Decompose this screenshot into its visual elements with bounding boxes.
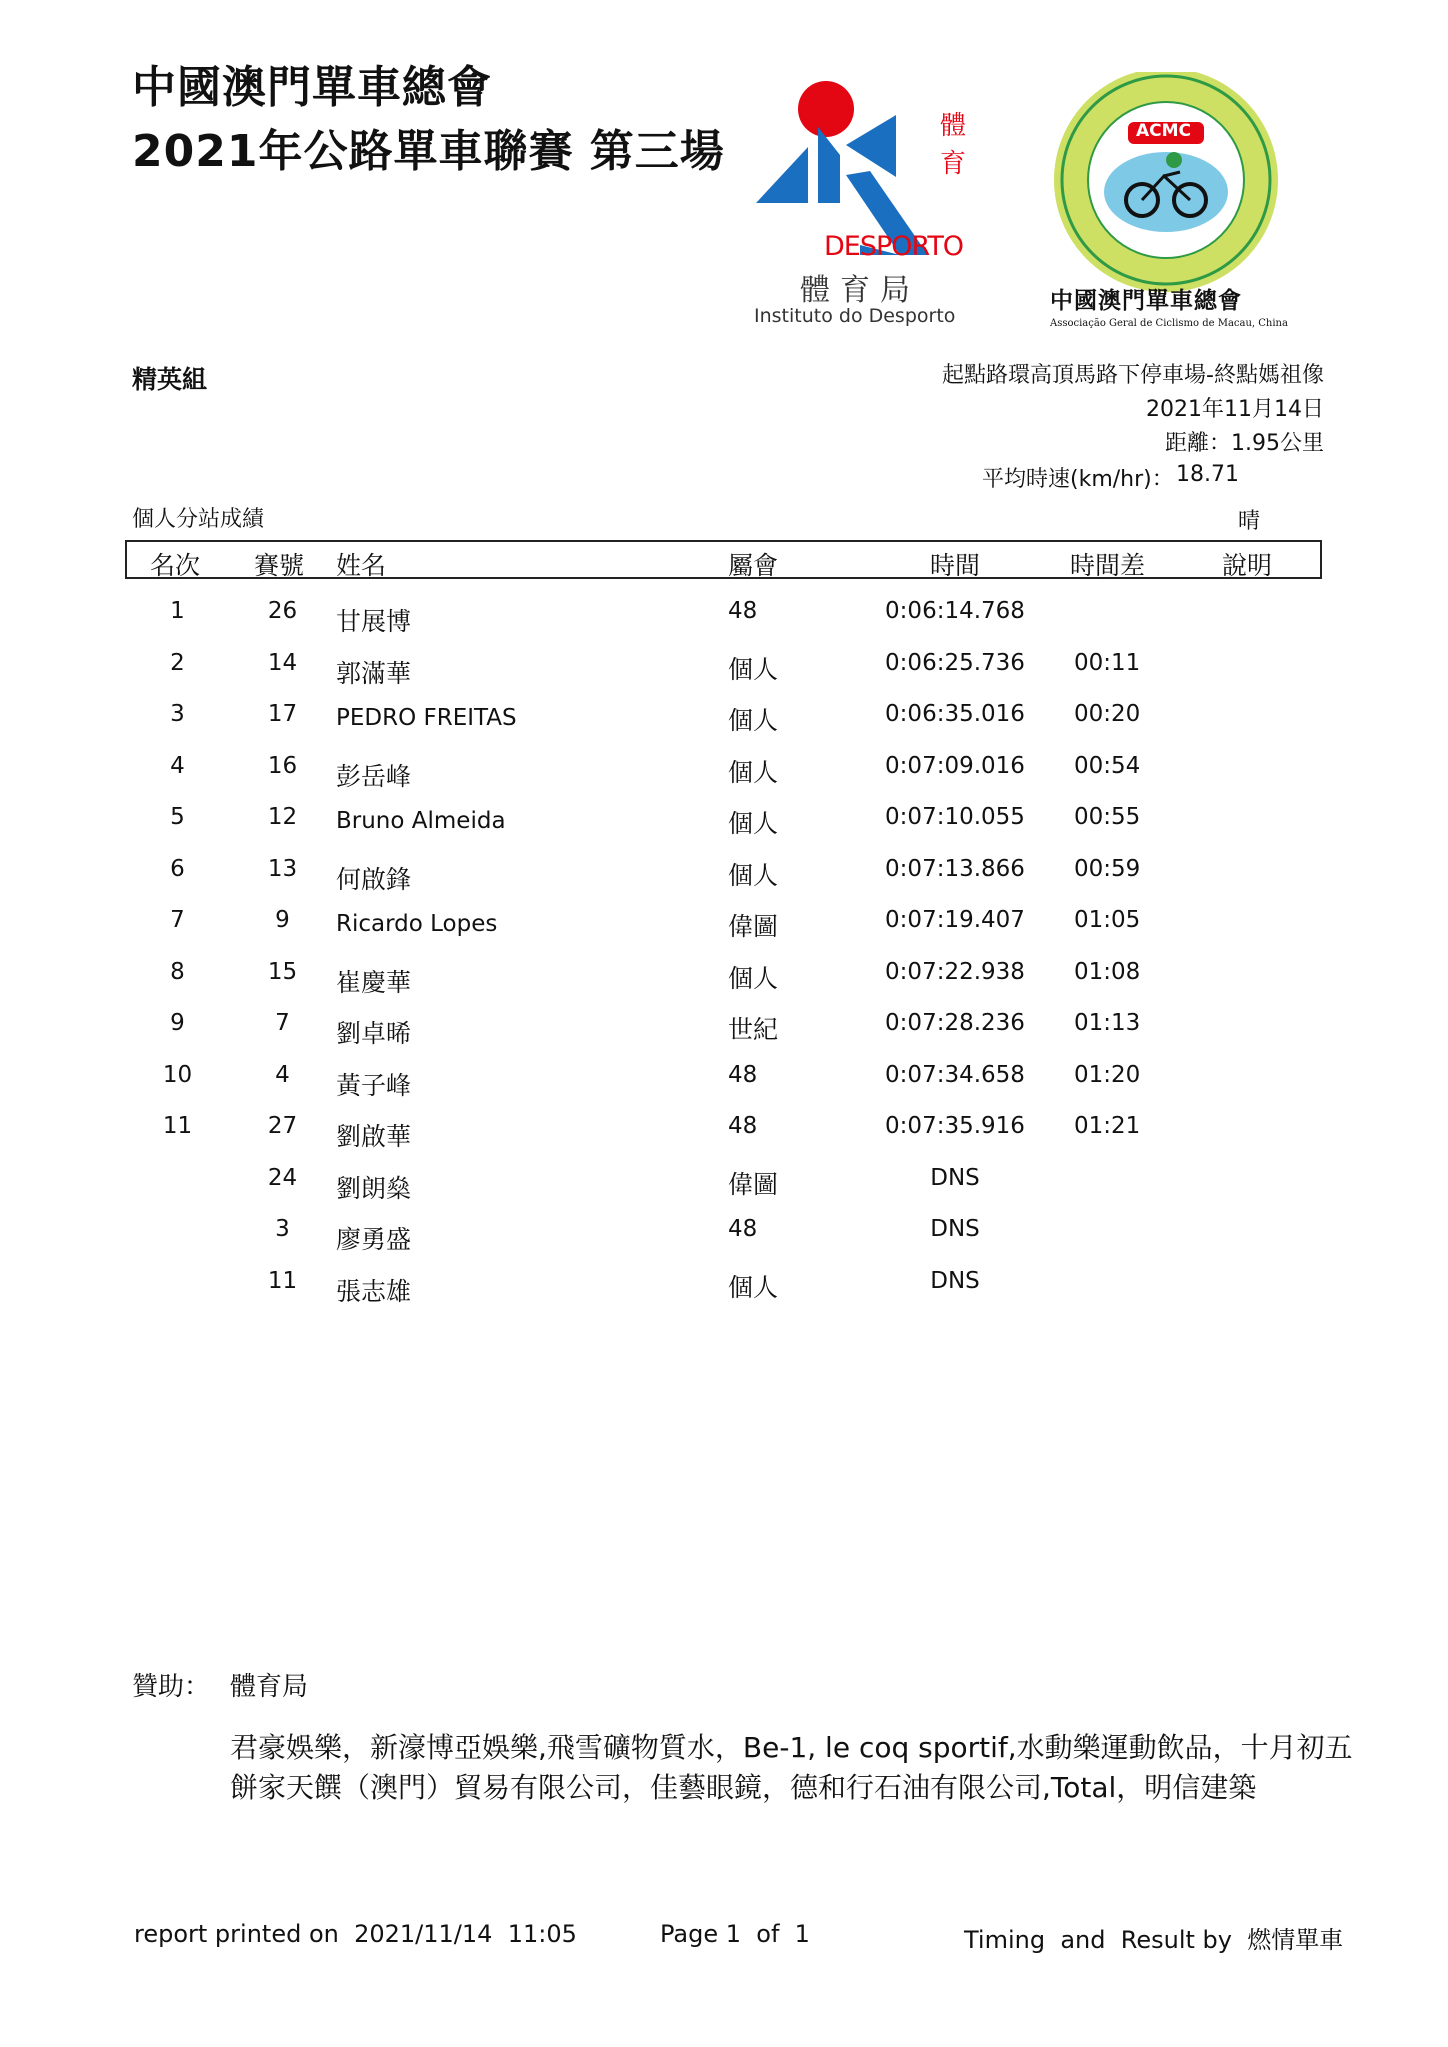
bib-cell: 24: [267, 1164, 298, 1191]
col-bib: 賽號: [254, 551, 305, 580]
acmc-name-pt: Associação Geral de Ciclismo de Macau, China: [1050, 318, 1288, 329]
printed-on: report printed on 2021/11/14 11:05: [134, 1920, 577, 1948]
rider-name-cell: 廖勇盛: [336, 1225, 412, 1254]
club-cell: 48: [728, 598, 758, 624]
bib-cell: 16: [267, 752, 298, 779]
rank-cell: 9: [170, 1010, 185, 1036]
club-cell: 48: [728, 1216, 758, 1242]
avg-speed-value: 18.71: [1176, 462, 1239, 487]
avg-speed-label: 平均時速(km/hr)：: [982, 467, 1174, 492]
rider-name-cell: 崔慶華: [336, 967, 412, 997]
rank-cell: 11: [162, 1113, 193, 1139]
time-cell: 0:06:14.768: [885, 598, 1025, 624]
bib-cell: 14: [267, 649, 298, 676]
section-label: 個人分站成績: [132, 507, 265, 532]
rider-name-cell: Ricardo Lopes: [336, 911, 498, 937]
time-cell: 0:07:10.055: [885, 804, 1025, 830]
rank-cell: 8: [170, 958, 185, 985]
club-cell: 個人: [728, 860, 779, 890]
bib-cell: 9: [275, 907, 290, 933]
acmc-name-zh: 中國澳門單車總會: [1050, 287, 1242, 314]
route-label: 起點路環高頂馬路下停車場-終點媽祖像: [942, 363, 1324, 388]
desporto-side-char-2: 育: [940, 149, 967, 179]
club-cell: 個人: [728, 963, 779, 993]
page-number: Page 1 of 1: [660, 1920, 810, 1948]
bib-cell: 3: [275, 1216, 290, 1242]
sponsor-main: 體育局: [230, 1672, 309, 1702]
rider-name-cell: 彭岳峰: [336, 761, 412, 791]
distance-label: 距離：1.95公里: [1165, 431, 1324, 456]
gap-cell: 01:08: [1074, 958, 1141, 985]
club-cell: 個人: [728, 809, 779, 838]
rider-name-cell: 劉啟華: [336, 1122, 412, 1151]
time-cell: DNS: [930, 1267, 980, 1294]
rank-cell: 10: [162, 1061, 193, 1088]
rider-name-cell: 郭滿華: [336, 658, 412, 688]
time-cell: 0:07:13.866: [885, 855, 1025, 882]
time-cell: 0:06:35.016: [885, 701, 1025, 727]
bib-cell: 4: [275, 1061, 290, 1088]
bib-cell: 17: [267, 701, 298, 727]
rider-name-cell: 甘展博: [336, 607, 412, 636]
bib-cell: 27: [267, 1113, 298, 1139]
time-cell: 0:07:28.236: [885, 1010, 1025, 1036]
club-cell: 偉圖: [728, 912, 779, 941]
gap-cell: 00:55: [1074, 804, 1141, 830]
time-cell: 0:07:09.016: [885, 752, 1025, 779]
col-note: 說明: [1222, 551, 1273, 580]
time-cell: 0:07:22.938: [885, 958, 1025, 985]
sponsor-line-1: 君豪娛樂，新濠博亞娛樂,飛雪礦物質水，Be-1, le coq sportif,水動樂運動飲品，十月初五: [230, 1731, 1353, 1764]
gap-cell: 00:54: [1074, 752, 1141, 779]
bib-cell: 26: [267, 598, 298, 624]
rider-name-cell: 何啟鋒: [336, 864, 412, 894]
rank-cell: 6: [170, 855, 185, 882]
acmc-abbr: ACMC: [1136, 121, 1192, 141]
time-cell: 0:07:35.916: [885, 1113, 1025, 1139]
time-cell: DNS: [930, 1216, 980, 1242]
rank-cell: 1: [170, 598, 185, 624]
time-cell: 0:07:34.658: [885, 1061, 1025, 1088]
col-club: 屬會: [728, 551, 779, 580]
rank-cell: 2: [170, 649, 185, 676]
col-gap: 時間差: [1070, 551, 1146, 580]
col-rank: 名次: [150, 551, 201, 580]
sponsor-line-2: 餅家天饌（澳門）貿易有限公司，佳藝眼鏡，德和行石油有限公司,Total，明信建築: [230, 1771, 1257, 1804]
rider-name-cell: 劉卓晞: [336, 1019, 412, 1048]
col-time: 時間: [930, 551, 981, 580]
club-cell: 48: [728, 1061, 758, 1088]
gap-cell: 00:11: [1074, 649, 1141, 676]
gap-cell: 01:05: [1074, 907, 1141, 933]
desporto-brand: DESPORTO: [824, 231, 964, 262]
club-cell: 48: [728, 1113, 758, 1139]
club-cell: 個人: [728, 706, 779, 735]
desporto-name-pt: Instituto do Desporto: [754, 305, 956, 327]
rank-cell: 3: [170, 701, 185, 727]
club-cell: 世紀: [728, 1015, 779, 1044]
acmc-emblem-icon: [1040, 72, 1290, 302]
club-cell: 個人: [728, 654, 779, 684]
weather-label: 晴: [1238, 509, 1261, 534]
gap-cell: 00:59: [1074, 855, 1141, 882]
bib-cell: 13: [267, 855, 298, 882]
gap-cell: 01:21: [1074, 1113, 1141, 1139]
club-cell: 個人: [728, 1272, 779, 1302]
timing-credit: Timing and Result by 燃情單車: [964, 1926, 1344, 1954]
sponsor-label: 贊助：: [132, 1672, 211, 1702]
time-cell: 0:07:19.407: [885, 907, 1025, 933]
gap-cell: 01:20: [1074, 1061, 1141, 1088]
col-name: 姓名: [336, 551, 387, 580]
bib-cell: 7: [275, 1010, 290, 1036]
event-title: 2021年公路單車聯賽 第三場: [132, 126, 725, 177]
gap-cell: 00:20: [1074, 701, 1141, 727]
rank-cell: 4: [170, 752, 185, 779]
time-cell: 0:06:25.736: [885, 649, 1025, 676]
rider-name-cell: 黃子峰: [336, 1070, 412, 1100]
gap-cell: 01:13: [1074, 1010, 1141, 1036]
acmc-logo: [1040, 72, 1290, 342]
bib-cell: 12: [267, 804, 298, 830]
club-cell: 個人: [728, 757, 779, 787]
rider-name-cell: Bruno Almeida: [336, 808, 506, 834]
bib-cell: 15: [267, 958, 298, 985]
rank-cell: 7: [170, 907, 185, 933]
rider-name-cell: 張志雄: [336, 1276, 412, 1306]
category-label: 精英組: [132, 365, 208, 394]
rider-name-cell: PEDRO FREITAS: [336, 705, 517, 731]
bib-cell: 11: [267, 1267, 298, 1294]
rank-cell: 5: [170, 804, 185, 830]
desporto-logo: [750, 75, 990, 335]
club-cell: 偉圖: [728, 1169, 779, 1199]
desporto-name-zh: 體育局: [800, 273, 920, 308]
desporto-side-char-1: 體: [940, 111, 967, 141]
date-label: 2021年11月14日: [1146, 397, 1324, 422]
time-cell: DNS: [930, 1164, 980, 1191]
org-title: 中國澳門單車總會: [132, 62, 492, 113]
rider-name-cell: 劉朗燊: [336, 1173, 412, 1203]
